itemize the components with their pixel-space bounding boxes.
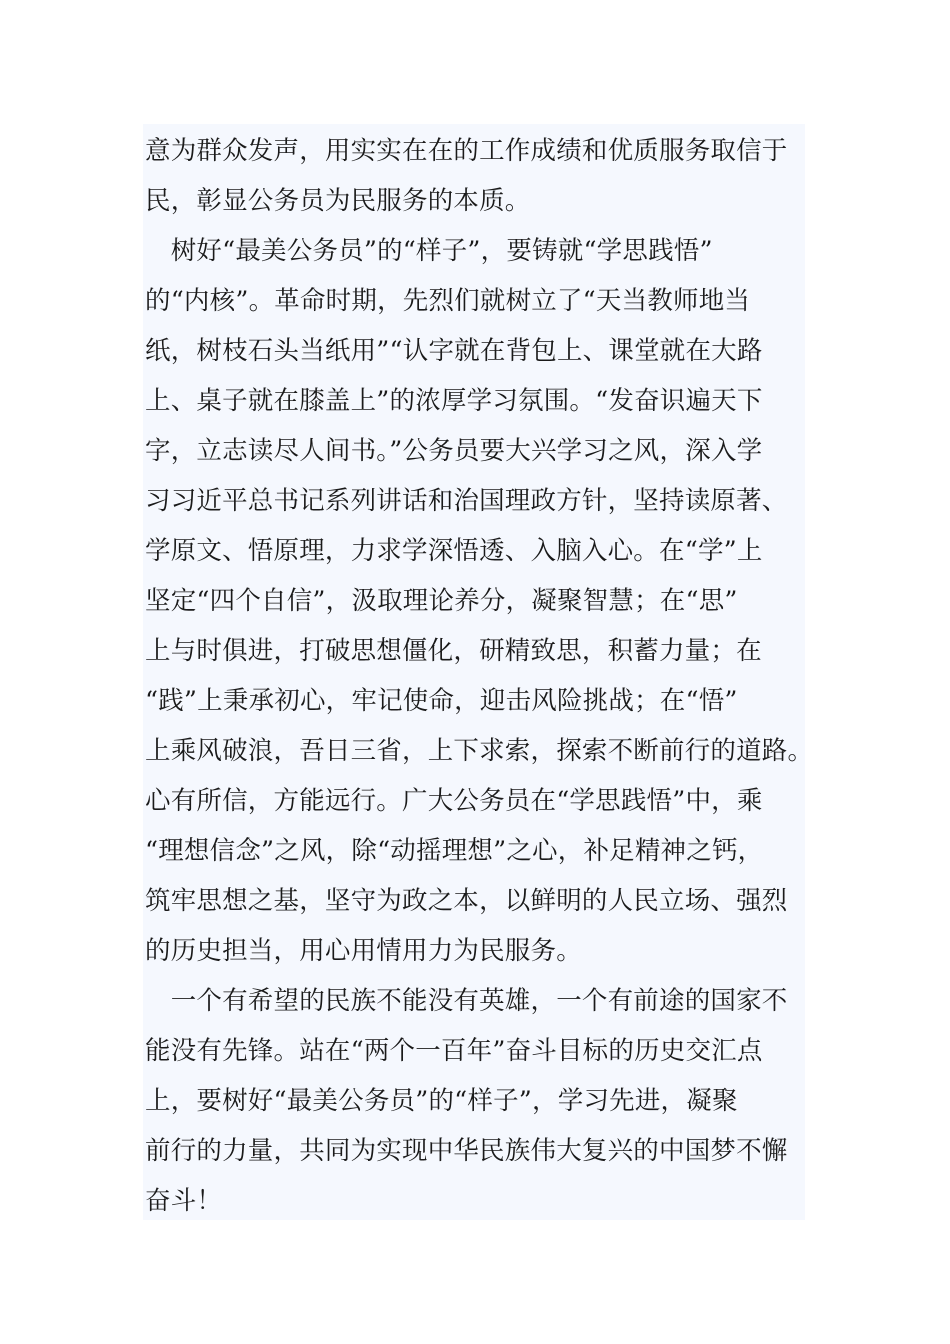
text-line: 纸，树枝石头当纸用”“认字就在背包上、课堂就在大路: [145, 336, 763, 366]
text-line: 上，要树好“最美公务员”的“样子”，学习先进，凝聚: [145, 1086, 738, 1116]
text-line: 坚定“四个自信”，汲取理论养分，凝聚智慧；在“思”: [145, 586, 738, 616]
paragraph-start-line: 一个有希望的民族不能没有英雄，一个有前途的国家不: [145, 986, 788, 1016]
text-line: 能没有先锋。站在“两个一百年”奋斗目标的历史交汇点: [145, 1036, 763, 1066]
text-line: 上与时俱进，打破思想僵化，研精致思，积蓄力量；在: [145, 636, 762, 666]
text-line: 意为群众发声，用实实在在的工作成绩和优质服务取信于: [145, 136, 788, 166]
text-line: 心有所信，方能远行。广大公务员在“学思践悟”中，乘: [145, 786, 763, 816]
text-line: 的历史担当，用心用情用力为民服务。: [145, 936, 582, 966]
text-line: 习习近平总书记系列讲话和治国理政方针，坚持读原著、: [145, 486, 788, 516]
text-line: 字，立志读尽人间书。”公务员要大兴学习之风，深入学: [145, 436, 763, 466]
text-line: 筑牢思想之基，坚守为政之本，以鲜明的人民立场、强烈: [145, 886, 788, 916]
paragraph-start-line: 树好“最美公务员”的“样子”，要铸就“学思践悟”: [145, 236, 713, 266]
text-line: 上、桌子就在膝盖上”的浓厚学习氛围。“发奋识遍天下: [145, 386, 763, 416]
text-line: “理想信念”之风，除“动摇理想”之心，补足精神之钙，: [145, 836, 764, 866]
text-line: 民，彰显公务员为民服务的本质。: [145, 186, 531, 216]
text-line: 的“内核”。革命时期，先烈们就树立了“天当教师地当: [145, 286, 751, 316]
text-line: 学原文、悟原理，力求学深悟透、入脑入心。在“学”上: [145, 536, 763, 566]
document-body: [143, 124, 814, 1220]
text-line: 前行的力量，共同为实现中华民族伟大复兴的中国梦不懈: [145, 1136, 788, 1166]
text-line: 奋斗！: [145, 1186, 223, 1216]
text-line: 上乘风破浪，吾日三省，上下求索，探索不断前行的道路。: [145, 736, 814, 766]
text-line: “践”上秉承初心，牢记使命，迎击风险挑战；在“悟”: [145, 686, 738, 716]
